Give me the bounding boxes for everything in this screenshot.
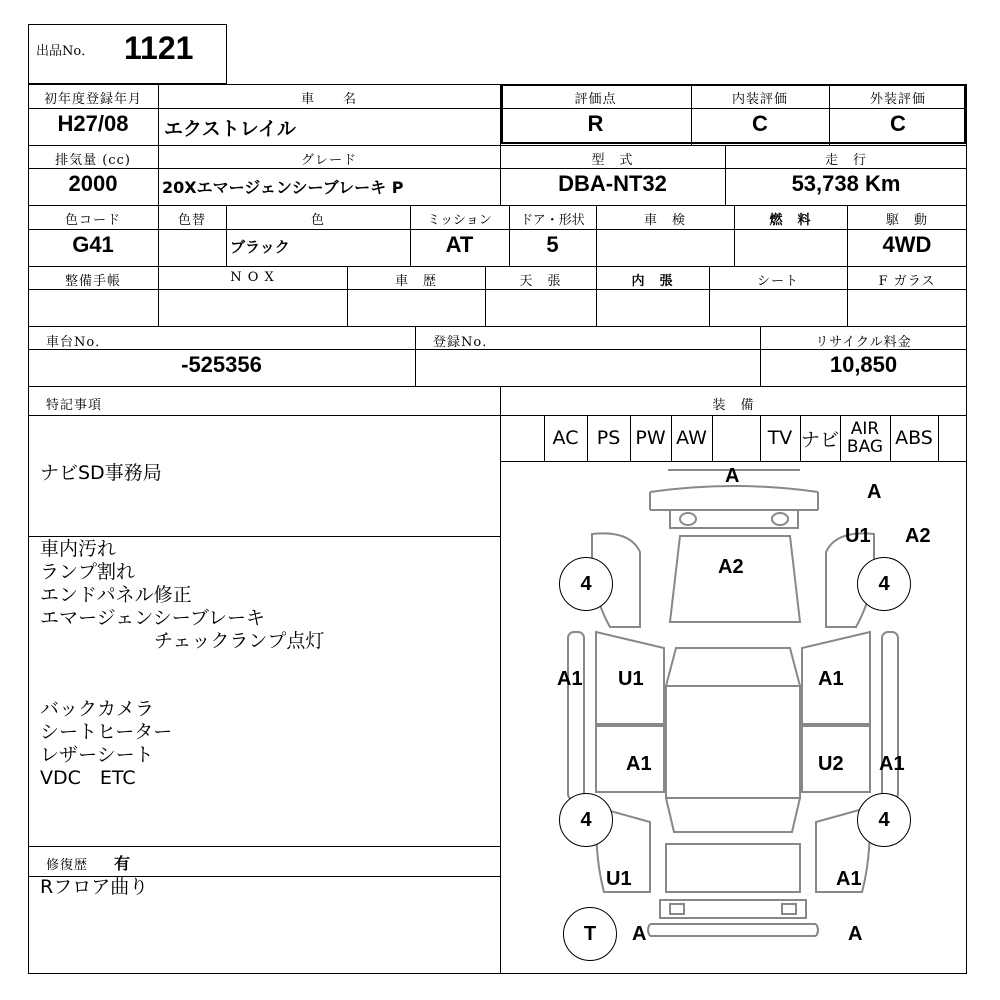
lot-number-label: 出品No． [36,44,95,59]
registration-date-label: 初年度登録年月 [43,92,142,107]
door-label: ドア・形状 [520,213,585,228]
equipment-item-1: PS [596,427,621,449]
registration-date-value: H27/08 [57,111,129,136]
equipment-item-4 [712,415,760,461]
headliner-label: 天 張 [519,274,562,289]
door-value: 5 [546,232,559,257]
repair-history-detail: Rフロア曲り [40,876,149,898]
repair-history-label: 修復歴 [46,858,89,873]
grade-value: 20Xエマージェンシーブレーキ P [162,178,404,197]
repaint-label: 色替 [177,213,206,228]
mark-front-bumper: A [725,465,740,487]
front-glass-label: F ガラス [878,274,936,289]
score-label: 評価点 [574,92,617,107]
exterior-grade-value: C [890,111,906,136]
mark-right-fender-a: A2 [905,525,931,547]
color-code-label: 色コード [64,213,121,228]
equipment-item-6: ナビ [800,428,839,451]
interior-grade-value: C [752,111,768,136]
mileage-label: 走 行 [824,153,867,168]
equipment-title: 装 備 [712,398,755,413]
mark-right-rear-door-u: U2 [818,753,844,775]
registration-number-label: 登録No． [433,335,497,350]
interior-trim-label: 内 張 [631,274,674,289]
vehicle-damage-diagram [500,462,966,972]
equipment-row [500,415,967,461]
car-name-value: エクストレイル [164,118,296,140]
mark-left-rear-door: A1 [626,753,652,775]
exterior-grade-label: 外装評価 [869,92,926,107]
notes-line-navi: ナビSD事務局 [40,462,162,484]
car-name-label: 車 名 [300,92,357,107]
color-label: 色 [310,213,325,228]
mark-hood: A2 [718,556,744,578]
chassis-number-value: -525356 [181,352,262,377]
mark-rear-left: A [632,923,647,945]
notes-condition-list: 車内汚れ ランプ割れ エンドパネル修正 エマージェンシーブレーキ チェックランプ点灯 [40,538,325,652]
equipment-item-0: AC [552,427,579,449]
model-label: 型 式 [591,153,634,168]
mission-label: ミッション [427,213,492,228]
spare-tire: T [563,907,617,961]
mark-right-fender-u: U1 [845,525,871,547]
notes-equipment-list: バックカメラ シートヒーター レザーシート VDC ETC [40,698,173,789]
tire-front-right: 4 [857,557,911,611]
fuel-label: 燃 料 [769,213,812,228]
model-value: DBA-NT32 [558,171,667,196]
maintenance-record-label: 整備手帳 [64,274,121,289]
tire-rear-left: 4 [559,793,613,847]
equipment-item-3: AW [676,427,707,449]
recycle-fee-label: リサイクル料金 [815,335,912,350]
color-code-value: G41 [72,232,114,257]
nox-label: N O X [230,270,275,285]
drive-value: 4WD [882,232,932,257]
displacement-label: 排気量 (cc) [55,153,131,168]
mark-rear-right: A [848,923,863,945]
chassis-number-label: 車台No． [46,335,110,350]
drive-label: 駆 動 [885,213,928,228]
recycle-fee-value: 10,850 [829,352,898,377]
mark-right-front-door: A1 [818,668,844,690]
mark-front-right: A [867,481,882,503]
grade-label: グレード [300,153,357,168]
interior-grade-label: 内装評価 [731,92,788,107]
repair-history-value: 有 [114,854,131,873]
color-value: ブラック [230,238,290,256]
inspection-label: 車 検 [643,213,686,228]
mark-right-quarter: A1 [836,868,862,890]
mark-right-rear-door-a: A1 [879,753,905,775]
tire-front-left: 4 [559,557,613,611]
vehicle-history-label: 車 歴 [394,274,437,289]
equipment-item-7: AIR BAG [846,419,884,457]
mission-value: AT [445,232,474,257]
seat-label: シート [756,274,799,289]
tire-rear-right: 4 [857,793,911,847]
mark-left-quarter: U1 [606,868,632,890]
mark-left-front-door: U1 [618,668,644,690]
mileage-value: 53,738 Km [791,171,901,196]
equipment-item-8: ABS [895,427,933,449]
equipment-item-5: TV [767,427,793,449]
displacement-value: 2000 [68,171,118,196]
equipment-item-2: PW [635,427,666,449]
notes-title: 特記事項 [46,398,103,413]
lot-number-value: 1121 [124,30,194,66]
mark-left-pillar: A1 [557,668,583,690]
score-value: R [587,111,604,136]
